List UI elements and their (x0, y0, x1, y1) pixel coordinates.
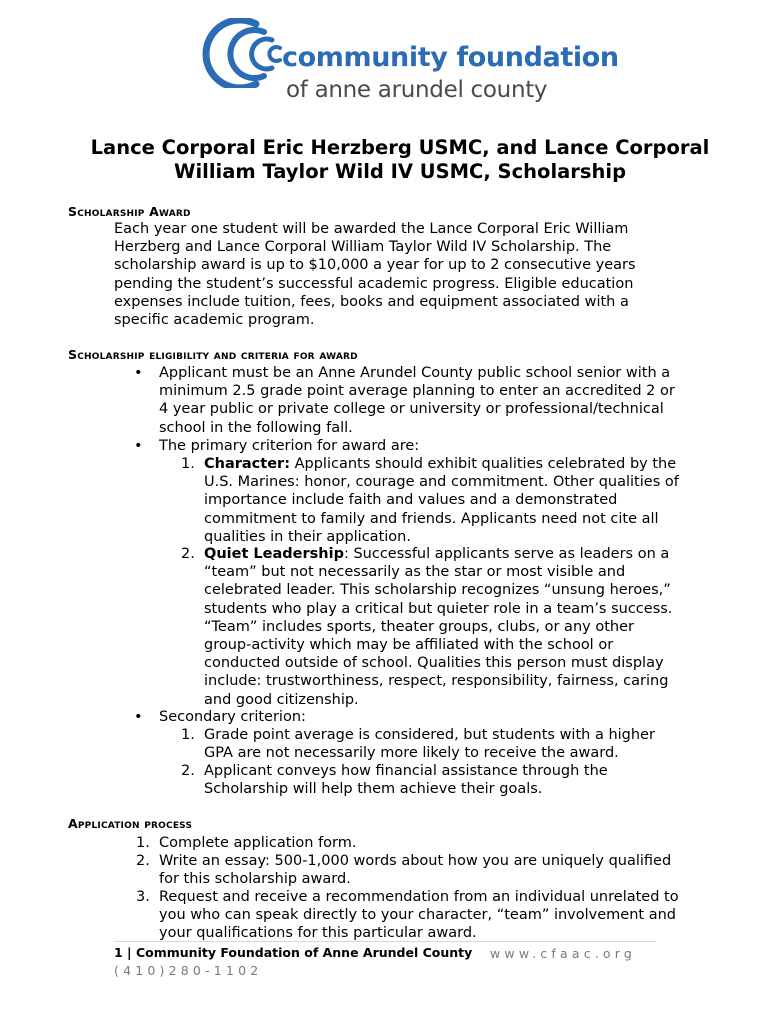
text-line: pending the student’s successful academic progress. Eligible education (114, 275, 634, 292)
text-line: students who play a critical but quieter role in a team’s success. (204, 600, 673, 617)
list-number: 2. (136, 853, 150, 869)
criterion-quiet-leadership (204, 545, 724, 709)
application-step-1 (159, 834, 719, 852)
eligibility-bullet-1 (159, 364, 719, 437)
text-line: your qualifications for this particular award. (159, 925, 477, 942)
text-line: Scholarship will help them achieve their goals. (204, 781, 543, 798)
application-step-2 (159, 852, 719, 888)
text-line: “Team” includes sports, theater groups, clubs, or any other (204, 618, 634, 635)
text-line: qualities in their application. (204, 528, 411, 545)
text-line: Herzberg and Lance Corporal William Taylor Wild IV Scholarship. The (114, 239, 612, 256)
text-line: and good citizenship. (204, 691, 359, 708)
section-heading-award: Scholarship Award (68, 204, 191, 219)
text-line (204, 455, 724, 473)
text-line: you who can speak directly to your character, “team” involvement and (159, 907, 676, 924)
text-line: conducted outside of school. Qualities this person must display (204, 655, 664, 672)
list-number: 1. (136, 835, 150, 851)
text-line: scholarship award is up to $10,000 a year for up to 2 consecutive years (114, 257, 636, 274)
section-heading-eligibility: Scholarship eligibility and criteria for award (68, 347, 358, 362)
page-title (70, 136, 730, 184)
text-line: celebrated leader. This scholarship recognizes “unsung heroes,” (204, 582, 671, 599)
criterion-text: : Successful applicants serve as leaders on a (343, 546, 670, 562)
text-line: commitment to family and friends. Applicants need not cite all (204, 510, 659, 527)
title-line: William Taylor Wild IV USMC, Scholarship (173, 160, 627, 183)
footer-page-label: 1 | Community Foundation of Anne Arundel County (114, 945, 473, 960)
title-line: Lance Corporal Eric Herzberg USMC, and Lance Corporal (90, 136, 710, 159)
text-line: “team” but not necessarily as the star or most visible and (204, 564, 626, 581)
eligibility-bullet-3: Secondary criterion: (159, 709, 306, 725)
text-line: group-activity which may be affiliated with the school or (204, 637, 614, 654)
bullet-icon: • (134, 438, 143, 454)
list-number: 1. (181, 456, 195, 472)
footer-divider (114, 941, 656, 942)
text-line: Write an essay: 500-1,000 words about how you are uniquely qualified (159, 853, 672, 869)
list-number: 1. (181, 727, 195, 743)
text-line: Complete application form. (159, 835, 357, 851)
text-line: importance include faith and values and a demonstrated (204, 492, 618, 509)
section-heading-application: Application process (68, 816, 193, 831)
text-line: Grade point average is considered, but students with a higher (204, 727, 655, 743)
secondary-criterion-1 (204, 726, 724, 762)
text-line: Applicant must be an Anne Arundel County public school senior with a (159, 365, 671, 381)
application-step-3 (159, 888, 719, 943)
text-line: GPA are not necessarily more likely to receive the award. (204, 745, 619, 762)
award-paragraph (114, 220, 674, 329)
criterion-character (204, 455, 724, 546)
logo-swirl-icon (198, 18, 288, 88)
logo-subname: of anne arundel county (286, 77, 548, 103)
text-line: Applicant conveys how financial assistance through the (204, 763, 608, 779)
text-line: minimum 2.5 grade point average planning to enter an accredited 2 or (159, 383, 675, 400)
text-line: specific academic program. (114, 312, 315, 329)
text-line: 4 year public or private college or university or professional/technical (159, 401, 664, 418)
logo-name: community foundation (282, 42, 619, 73)
list-number: 2. (181, 546, 195, 562)
criterion-label: Character: (204, 456, 290, 472)
text-line: school in the following fall. (159, 419, 353, 436)
text-line: Request and receive a recommendation from an individual unrelated to (159, 889, 679, 905)
criterion-text: Applicants should exhibit qualities celebrated by the (290, 456, 677, 472)
criterion-label: Quiet Leadership (204, 546, 344, 562)
text-line (204, 545, 724, 563)
secondary-criterion-2 (204, 762, 724, 798)
text-line: expenses include tuition, fees, books and equipment associated with a (114, 293, 629, 310)
list-number: 3. (136, 889, 150, 905)
eligibility-bullet-2: The primary criterion for award are: (159, 438, 420, 454)
text-line: U.S. Marines: honor, courage and commitment. Other qualities of (204, 474, 679, 491)
bullet-icon: • (134, 365, 143, 381)
list-number: 2. (181, 763, 195, 779)
bullet-icon: • (134, 709, 143, 725)
footer-website: www.cfaac.org (490, 946, 637, 961)
footer-phone: (410)280-1102 (114, 963, 263, 978)
text-line: include: trustworthiness, respect, responsibility, fairness, caring (204, 673, 669, 690)
text-line: for this scholarship award. (159, 871, 351, 888)
text-line: Each year one student will be awarded the Lance Corporal Eric William (114, 221, 629, 237)
logo (198, 18, 619, 103)
